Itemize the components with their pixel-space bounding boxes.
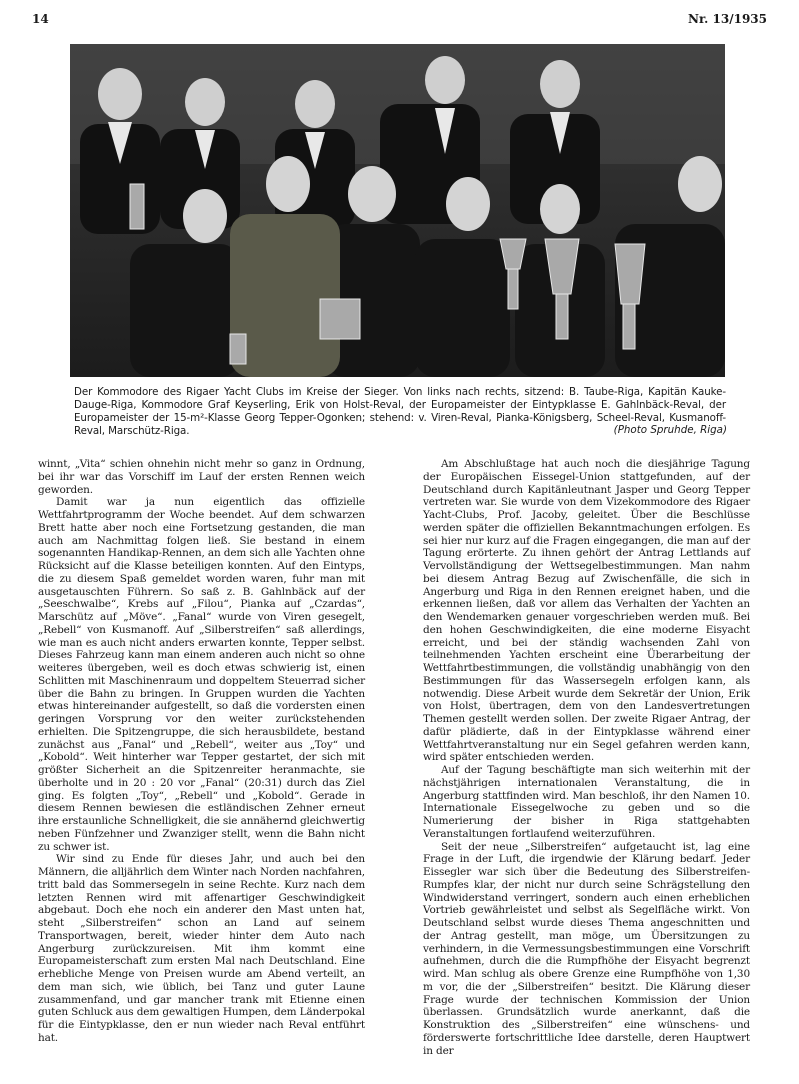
photo-credit: (Photo Spruhde, Riga) — [613, 424, 727, 436]
right-column — [423, 458, 750, 1057]
group-photo — [70, 44, 725, 377]
photo-caption: Der Kommodore des Rigaer Yacht Clubs im Kreise der Sieger. Von links nach rechts, sitzend: B. Taube-Riga, Kapitän Kauke-Dauge-Riga, Kommodore Graf Keyserling, Erik von Holst-Reval, der Europameister der Eintypklasse E. Gahlnbäck-Reval, der Europameister der 15-m²-Klasse Georg Tepper-Ogonken; stehend: v. Viren-Reval, Pianka-Königsberg, Scheel-Reval, Kusmanoff-Reval, Marschütz-Riga. — [74, 386, 726, 437]
paragraph: Seit der neue „Silberstreifen“ aufgetaucht ist, lag eine Frage in der Luft, die irgendwie der Klärung bedarf. Jeder Eissegler war sich über die Bedeutung des Silberstreifen-Rumpfes klar, der nicht nur durch seine Schrägstellung den Windwiderstand verringert, sondern auch einen erheblichen Vortrieb gewährleistet und selbst als Segelfläche wirkt. Von Deutschland selbst wurde dieses Thema angeschnitten und der Antrag gestellt, man möge, um Übersitzungen zu verhindern, in die Vermessungsbestimmungen eine Vorschrift aufnehmen, durch die die Rumpfhöhe der Eisyacht begrenzt wird. Man schlug als obere Grenze eine Rumpfhöhe von 1,30 m vor, die der „Silberstreifen“ besitzt. Die Klärung dieser Frage wurde der technischen Kommission der Union überlassen. Grundsätzlich wurde anerkannt, daß die Konstruktion des „Silberstreifen“ eine wünschens- und förderswerte fortschrittliche Idee darstelle, deren Hauptwert in der — [423, 840, 750, 1057]
paragraph: Wir sind zu Ende für dieses Jahr, und auch bei den Männern, die alljährlich dem Winter nach Norden nachfahren, tritt bald das Sommersegeln in seine Rechte. Kurz nach dem letzten Rennen wird mit affenartiger Geschwindigkeit abgebaut. Doch ehe noch ein anderer den Mast unten hat, steht „Silberstreifen“ schon an Land auf seinem Transportwagen, bereit, wieder hinter dem Auto nach Angerburg zurückzureisen. Mit ihm kommt eine Europameisterschaft zum ersten Mal nach Deutschland. Eine erhebliche Menge von Preisen wurde am Abend verteilt, an dem man sich, wie üblich, bei Tanz und guter Laune zusammenfand, und gar mancher trank mit Etienne einen guten Schluck aus dem gewaltigen Humpen, dem Länderpokal für die Eintypklasse, den er nun wieder nach Reval entführt hat. — [38, 853, 365, 1044]
paragraph: winnt, „Vita“ schien ohnehin nicht mehr so ganz in Ordnung, bei ihr war das Vorschiff im Lauf der ersten Rennen weich geworden. — [38, 458, 365, 496]
paragraph: Damit war ja nun eigentlich das offizielle Wettfahrtprogramm der Woche beendet. Auf dem schwarzen Brett hatte aber noch eine Fortsetzung gestanden, die man auch am Nachmittag folgen ließ. Sie bestand in einem sogenannten Handikap-Rennen, an dem sich alle Yachten ohne Rücksicht auf die Klasse beteiligen konnten. Auf den Eintyps, die zu diesem Spaß gemeldet worden waren, fuhr man mit ausgetauschten Führern. So saß z. B. Gahlnbäck auf der „Seeschwalbe“, Krebs auf „Filou“, Pianka auf „Czardas“, Marschütz auf „Möve“. „Fanal“ wurde von Viren gesegelt, „Rebell“ von Kusmanoff. Auf „Silberstreifen“ saß allerdings, wie man es auch nicht anders erwarten konnte, Tepper selbst. Dieses Fahrzeug kann man einem anderen auch nicht so ohne weiteres übergeben, weil es doch etwas schwierig ist, einen Schlitten mit Maschinenraum und doppeltem Steuerrad sicher über die Bahn zu bringen. In Gruppen wurden die Yachten etwas hintereinander aufgestellt, so daß die vordersten einen geringen Vorsprung vor den weiter zurückstehenden erhielten. Die Spitzengruppe, die sich herausbildete, bestand zunächst aus „Fanal“ und „Rebell“, weiter aus „Toy“ und „Kobold“. Weit hinterher war Tepper gestartet, der sich mit größter Sicherheit an die Spitzenreiter heranmachte, sie überholte und in 20 : 20 vor „Fanal“ (20:31) durch das Ziel ging. Es folgten „Toy“, „Rebell“ und „Kobold“. Gerade in diesem Rennen bewiesen die estländischen Zehner erneut ihre erstaunliche Schnelligkeit, die sie annähernd gleichwertig neben Fünfzehner und Zwanziger stellt, wenn die Bahn nicht zu schwer ist. — [38, 496, 365, 853]
paragraph: Auf der Tagung beschäftigte man sich weiterhin mit der nächstjährigen internationalen Veranstaltung, die in Angerburg stattfinden wird. Man beschloß, ihr den Namen 10. Internationale Eissegelwoche zu geben und so die Numerierung der bisher in Riga stattgehabten Veranstaltungen fortlaufend weiterzuführen. — [423, 764, 750, 840]
group-photo-icon — [70, 44, 725, 377]
paragraph: Am Abschlußtage hat auch noch die diesjährige Tagung der Europäischen Eissegel-Union stattgefunden, auf der Deutschland durch Kapitänleutnant Jasper und Georg Tepper vertreten war. Sie wurde von dem Vizekommodore des Rigaer Yacht-Clubs, Prof. Jacoby, geleitet. Über die Beschlüsse werden später die offiziellen Bekanntmachungen erfolgen. Es sei hier nur kurz auf die Fragen eingegangen, die man auf der Tagung erörterte. Zu ihnen gehört der Antrag Lettlands auf Vervollständigung der Wettsegelbestimmungen. Man nahm bei diesem Antrag Bezug auf Zwischenfälle, die sich in Angerburg und Riga in den Rennen ereignet haben, und die erkennen ließen, daß vor allem das Verhalten der Yachten an den Wendemarken genauer vorgeschrieben werden muß. Bei den hohen Geschwindigkeiten, die eine moderne Eisyacht erreicht, und bei der ständig wachsenden Zahl von teilnehmenden Yachten erscheint eine Überarbeitung der Wettfahrtbestimmungen, die vollständig unabhängig von den Bestimmungen für das Wassersegeln erfolgen kann, als notwendig. Diese Arbeit wurde dem Sekretär der Union, Erik von Holst, übertragen, dem von den Landesvertretungen Themen gestellt werden sollen. Der zweite Rigaer Antrag, der dafür plädierte, daß in der Eintypklasse während einer Wettfahrtveranstaltung nur ein Segel gefahren werden kann, wird später entschieden werden. — [423, 458, 750, 764]
page-number: 14 — [32, 12, 49, 26]
left-column — [38, 458, 365, 1045]
issue-number: Nr. 13/1935 — [687, 12, 767, 26]
